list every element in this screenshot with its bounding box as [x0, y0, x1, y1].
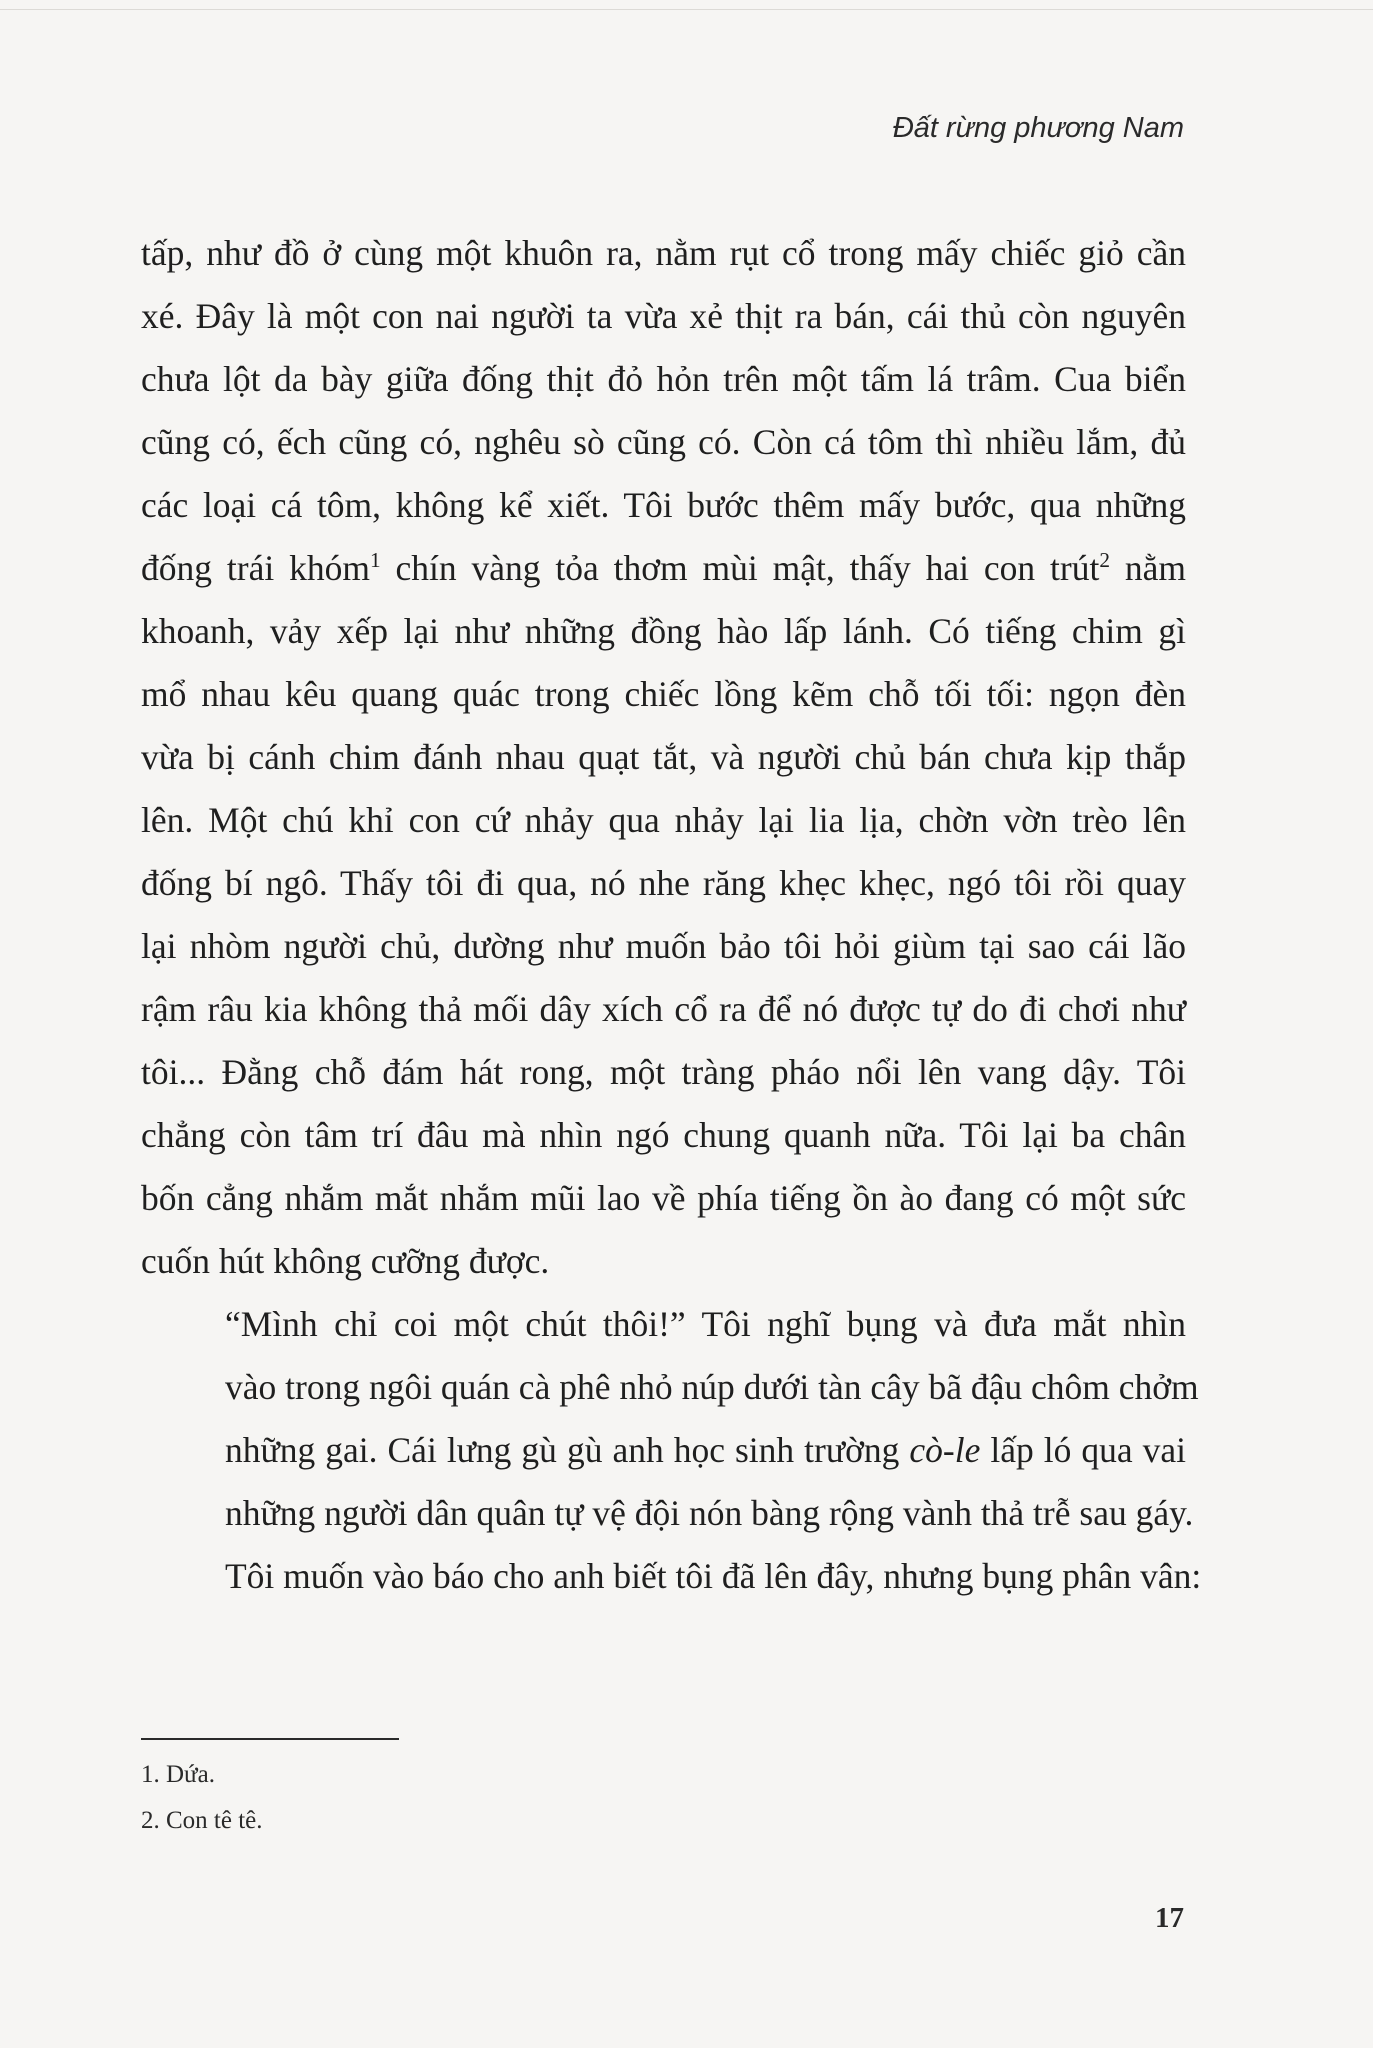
- text-line: cuốn hút không cưỡng được.: [141, 1241, 550, 1281]
- footnote-divider: [141, 1738, 399, 1740]
- text-line: xé. Đây là một con nai người ta vừa xẻ thịt ra bán, cái thủ còn nguyên: [141, 296, 1186, 336]
- text-line: lên. Một chú khỉ con cứ nhảy qua nhảy lại lia lịa, chờn vờn trèo lên: [141, 800, 1186, 840]
- running-header-title: Đất rừng phương Nam: [892, 112, 1184, 144]
- text-line: những gai. Cái lưng gù gù anh học sinh trường cò-le lấp ló qua vai: [225, 1430, 1186, 1470]
- text-line: lại nhòm người chủ, dường như muốn bảo tôi hỏi giùm tại sao cái lão: [141, 926, 1186, 966]
- text-line: vào trong ngôi quán cà phê nhỏ núp dưới tàn cây bã đậu chôm chởm: [225, 1367, 1199, 1407]
- italic-term: cò-le: [909, 1430, 981, 1470]
- text-line: chẳng còn tâm trí đâu mà nhìn ngó chung quanh nữa. Tôi lại ba chân: [141, 1115, 1186, 1155]
- paragraph-2: [141, 1293, 1202, 1608]
- text-line: “Mình chỉ coi một chút thôi!” Tôi nghĩ bụng và đưa mắt nhìn: [225, 1304, 1186, 1344]
- text-line: khoanh, vảy xếp lại như những đồng hào lấp lánh. Có tiếng chim gì: [141, 611, 1186, 651]
- text-line: những người dân quân tự vệ đội nón bàng rộng vành thả trễ sau gáy.: [225, 1493, 1194, 1533]
- text-line: đống trái khóm$^1$ chín vàng tỏa thơm mùi mật, thấy hai con trút$^2$ nằm: [141, 548, 1187, 588]
- text-line: cũng có, ếch cũng có, nghêu sò cũng có. Còn cá tôm thì nhiều lắm, đủ: [141, 422, 1186, 462]
- text-line: rậm râu kia không thả mối dây xích cổ ra để nó được tự do đi chơi như: [141, 989, 1186, 1029]
- footnote-marker: 1: [369, 548, 381, 573]
- footnote-1: 1. Dứa.: [141, 1761, 215, 1788]
- text-line: đống bí ngô. Thấy tôi đi qua, nó nhe răng khẹc khẹc, ngó tôi rồi quay: [141, 863, 1186, 903]
- footnote-2: 2. Con tê tê.: [141, 1807, 263, 1834]
- page-top-edge: [0, 9, 1373, 10]
- text-line: vừa bị cánh chim đánh nhau quạt tắt, và người chủ bán chưa kịp thắp: [141, 737, 1186, 777]
- footnotes: [141, 1752, 263, 1844]
- body-text: [141, 222, 1202, 1608]
- text-line: mổ nhau kêu quang quác trong chiếc lồng kẽm chỗ tối tối: ngọn đèn: [141, 674, 1186, 714]
- footnote-marker: 2: [1099, 548, 1110, 573]
- page-number: 17: [1155, 1902, 1184, 1934]
- paragraph-1: [141, 222, 1186, 1293]
- text-line: tôi... Đằng chỗ đám hát rong, một tràng pháo nổi lên vang dậy. Tôi: [141, 1052, 1186, 1092]
- text-line: bốn cẳng nhắm mắt nhắm mũi lao về phía tiếng ồn ào đang có một sức: [141, 1178, 1186, 1218]
- text-line: tấp, như đồ ở cùng một khuôn ra, nằm rụt cổ trong mấy chiếc giỏ cần: [141, 233, 1186, 273]
- text-line: chưa lột da bày giữa đống thịt đỏ hỏn trên một tấm lá trâm. Cua biển: [141, 359, 1186, 399]
- text-line: Tôi muốn vào báo cho anh biết tôi đã lên đây, nhưng bụng phân vân:: [225, 1556, 1202, 1596]
- text-line: các loại cá tôm, không kể xiết. Tôi bước thêm mấy bước, qua những: [141, 485, 1186, 525]
